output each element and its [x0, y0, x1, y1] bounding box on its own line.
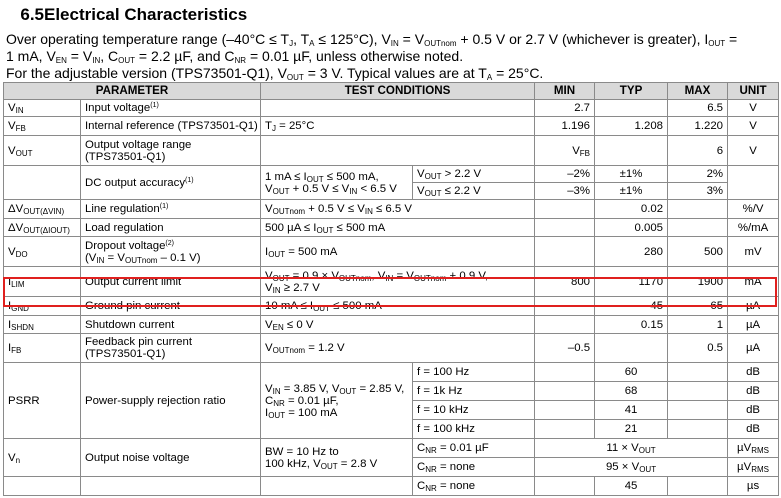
- parameter-cell: Output current limit: [81, 267, 261, 297]
- parameter-cell: Internal reference (TPS73501-Q1): [81, 117, 261, 136]
- min-cell: –2%: [535, 166, 595, 183]
- table-row: [4, 136, 779, 166]
- symbol-cell: $I_{LIM}$: [4, 267, 81, 297]
- sub-condition-cell: $C_{NR} = 0.01$ µF: [413, 439, 535, 458]
- intro-line-3: For the adjustable version (TPS73501-Q1), $V_{OUT} = 3$ V. Typical values are at $T_A = 25^\circ C$.: [6, 65, 544, 82]
- max-cell: [668, 420, 728, 439]
- typ-cell: 0.02: [595, 200, 668, 219]
- unit-cell: µV$_{RMS}$: [728, 458, 779, 477]
- sub-condition-cell: f = 10 kHz: [413, 401, 535, 420]
- conditions-cell: $V_{OUTnom} = 1.2$ V: [261, 334, 535, 363]
- electrical-characteristics-table: [3, 82, 779, 496]
- max-cell: 500: [668, 237, 728, 267]
- conditions-cell: 500 $\mu A \le I_{OUT} \le 500$ mA: [261, 219, 535, 237]
- min-cell: [535, 382, 595, 401]
- min-cell: [535, 401, 595, 420]
- parameter-cell: Output noise voltage: [81, 439, 261, 477]
- max-cell: 2%: [668, 166, 728, 183]
- unit-cell: V: [728, 117, 779, 136]
- unit-cell: µA: [728, 334, 779, 363]
- conditions-cell: 10 mA ≤ $I_{OUT} \le 500$ mA: [261, 297, 535, 316]
- symbol-cell: $V_{FB}$: [4, 117, 81, 136]
- conditions-cell: 1 mA ≤ $I_{OUT} \le 500$ mA, $V_{OUT} + 0.5$ $V \le V_{IN} < 6.5$ V: [261, 166, 413, 200]
- parameter-cell: Power-supply rejection ratio: [81, 363, 261, 439]
- section-heading: [6, 5, 247, 25]
- table-row: [4, 237, 779, 267]
- typ-cell: 45: [595, 297, 668, 316]
- max-cell: 1: [668, 316, 728, 334]
- table-row-highlighted: [4, 267, 779, 297]
- unit-cell: V: [728, 136, 779, 166]
- parameter-cell: Line regulation$^{(1)}$: [81, 200, 261, 219]
- unit-cell: µV$_{RMS}$: [728, 439, 779, 458]
- max-cell: 1.220: [668, 117, 728, 136]
- symbol-cell: [4, 166, 81, 200]
- unit-cell: dB: [728, 401, 779, 420]
- sub-condition-cell: $C_{NR}$ = none: [413, 477, 535, 496]
- conditions-cell: $V_{IN} = 3.85$ V, $V_{OUT} = 2.85$ V, $C_{NR} = 0.01$ µF, $I_{OUT} = 100$ mA: [261, 363, 413, 439]
- min-cell: [535, 316, 595, 334]
- table-row: [4, 166, 779, 183]
- max-cell: [668, 477, 728, 496]
- unit-cell: %/mA: [728, 219, 779, 237]
- max-cell: [668, 200, 728, 219]
- section-title: Electrical Characteristics: [44, 5, 248, 24]
- typ-cell: [595, 136, 668, 166]
- max-cell: 1900: [668, 267, 728, 297]
- table-row: [4, 316, 779, 334]
- max-cell: [668, 219, 728, 237]
- table-row: [4, 117, 779, 136]
- max-cell: 0.5: [668, 334, 728, 363]
- min-cell: $V_{FB}$: [535, 136, 595, 166]
- table-row: [4, 334, 779, 363]
- conditions-cell: $V_{OUTnom} + 0.5$ $V \le V_{IN} \le 6.5$ V: [261, 200, 535, 219]
- min-cell: [535, 477, 595, 496]
- unit-cell: dB: [728, 420, 779, 439]
- header-min: MIN: [535, 83, 595, 100]
- symbol-cell: $\Delta V_{OUT(\Delta IOUT)}$: [4, 219, 81, 237]
- parameter-cell: Shutdown current: [81, 316, 261, 334]
- conditions-cell: $T_J = 25^\circ C$: [261, 117, 535, 136]
- table-row: [4, 363, 779, 382]
- table-row: [4, 439, 779, 458]
- min-cell: –0.5: [535, 334, 595, 363]
- typ-cell: $11 \times V_{OUT}$: [535, 439, 728, 458]
- typ-cell: 1.208: [595, 117, 668, 136]
- min-cell: [535, 420, 595, 439]
- sub-condition-cell: f = 1k Hz: [413, 382, 535, 401]
- symbol-cell: $I_{SHDN}$: [4, 316, 81, 334]
- table-row: [4, 477, 779, 496]
- unit-cell: dB: [728, 382, 779, 401]
- parameter-cell: Output voltage range (TPS73501-Q1): [81, 136, 261, 166]
- table-row: [4, 297, 779, 316]
- unit-cell: µA: [728, 297, 779, 316]
- conditions-cell: $V_{OUT} = 0.9 \times V_{OUTnom}$, $V_{IN} = V_{OUTnom} + 0.9$ V, $V_{IN} \ge 2.7$ V: [261, 267, 535, 297]
- typ-cell: 280: [595, 237, 668, 267]
- typ-cell: 68: [595, 382, 668, 401]
- intro-line-2: 1 mA, $V_{EN} = V_{IN}$, $C_{OUT} = 2.2$ µF, and $C_{NR} = 0.01$ µF, unless otherwise noted.: [6, 48, 464, 65]
- min-cell: –3%: [535, 183, 595, 200]
- section-number: 6.5: [20, 5, 44, 24]
- unit-cell: %/V: [728, 200, 779, 219]
- typ-cell: 41: [595, 401, 668, 420]
- symbol-cell: PSRR: [4, 363, 81, 439]
- table-header-row: [4, 83, 779, 100]
- max-cell: 6: [668, 136, 728, 166]
- parameter-cell: DC output accuracy$^{(1)}$: [81, 166, 261, 200]
- max-cell: 3%: [668, 183, 728, 200]
- header-typ: TYP: [595, 83, 668, 100]
- typ-cell: 45: [595, 477, 668, 496]
- intro-line-1: Over operating temperature range ($-40^\circ C \le T_J$, $T_A \le 125^\circ C$), $V_{IN} = V_{OUTnom} + 0.5$ V or 2.7 V (whichever is greater), $I_{OUT}$ =: [6, 31, 738, 48]
- conditions-cell: $I_{OUT} = 500$ mA: [261, 237, 535, 267]
- table-row: [4, 100, 779, 117]
- parameter-cell: Feedback pin current (TPS73501-Q1): [81, 334, 261, 363]
- sub-condition-cell: $C_{NR}$ = none: [413, 458, 535, 477]
- min-cell: [535, 200, 595, 219]
- max-cell: [668, 382, 728, 401]
- typ-cell: 21: [595, 420, 668, 439]
- header-parameter: PARAMETER: [4, 83, 261, 100]
- typ-cell: [595, 334, 668, 363]
- typ-cell: 0.005: [595, 219, 668, 237]
- conditions-cell: BW = 10 Hz to 100 kHz, $V_{OUT} = 2.8$ V: [261, 439, 413, 477]
- min-cell: [535, 297, 595, 316]
- table-row: [4, 219, 779, 237]
- min-cell: [535, 219, 595, 237]
- unit-cell: mV: [728, 237, 779, 267]
- sub-condition-cell: f = 100 Hz: [413, 363, 535, 382]
- typ-cell: 0.15: [595, 316, 668, 334]
- typ-cell: 1170: [595, 267, 668, 297]
- symbol-cell: $I_{FB}$: [4, 334, 81, 363]
- conditions-cell: $V_{EN} \le 0$ V: [261, 316, 535, 334]
- symbol-cell: $V_{DO}$: [4, 237, 81, 267]
- symbol-cell: $V_n$: [4, 439, 81, 477]
- max-cell: [668, 363, 728, 382]
- typ-cell: [595, 100, 668, 117]
- max-cell: 65: [668, 297, 728, 316]
- header-test-conditions: TEST CONDITIONS: [261, 83, 535, 100]
- symbol-cell: $\Delta V_{OUT(\Delta VIN)}$: [4, 200, 81, 219]
- max-cell: 6.5: [668, 100, 728, 117]
- parameter-cell: Input voltage$^{(1)}$: [81, 100, 261, 117]
- typ-cell: ±1%: [595, 166, 668, 183]
- max-cell: [668, 401, 728, 420]
- min-cell: 2.7: [535, 100, 595, 117]
- symbol-cell: $V_{OUT}$: [4, 136, 81, 166]
- sub-condition-cell: f = 100 kHz: [413, 420, 535, 439]
- typ-cell: 60: [595, 363, 668, 382]
- unit-cell: µs: [728, 477, 779, 496]
- header-unit: UNIT: [728, 83, 779, 100]
- min-cell: [535, 237, 595, 267]
- conditions-cell: [261, 100, 535, 117]
- symbol-cell: $I_{GND}$: [4, 297, 81, 316]
- unit-cell: V: [728, 100, 779, 117]
- typ-cell: $95 \times V_{OUT}$: [535, 458, 728, 477]
- typ-cell: ±1%: [595, 183, 668, 200]
- parameter-cell: Ground pin current: [81, 297, 261, 316]
- unit-cell: dB: [728, 363, 779, 382]
- symbol-cell: $V_{IN}$: [4, 100, 81, 117]
- unit-cell: mA: [728, 267, 779, 297]
- min-cell: 1.196: [535, 117, 595, 136]
- header-max: MAX: [668, 83, 728, 100]
- parameter-cell: Load regulation: [81, 219, 261, 237]
- conditions-cell: [261, 477, 413, 496]
- conditions-cell: [261, 136, 535, 166]
- sub-condition-cell: $V_{OUT} \le 2.2$ V: [413, 183, 535, 200]
- sub-condition-cell: $V_{OUT} > 2.2$ V: [413, 166, 535, 183]
- unit-cell: [728, 166, 779, 200]
- unit-cell: µA: [728, 316, 779, 334]
- table-row: [4, 200, 779, 219]
- parameter-cell: [81, 477, 261, 496]
- parameter-cell: Dropout voltage$^{(2)}$ ($V_{IN} = V_{OUTnom} - 0.1$ V): [81, 237, 261, 267]
- min-cell: [535, 363, 595, 382]
- min-cell: 800: [535, 267, 595, 297]
- symbol-cell: [4, 477, 81, 496]
